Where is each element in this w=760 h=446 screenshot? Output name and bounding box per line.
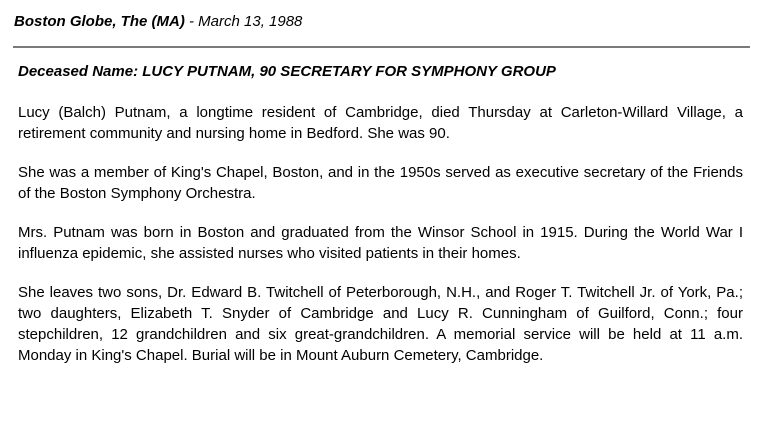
publication-name: Boston Globe, The (MA) bbox=[14, 13, 185, 30]
article-paragraph-3: Mrs. Putnam was born in Boston and graduated from the Winsor School in 1915. During the World War I influenza epidemic, she assisted nurses who visited patients in their homes. bbox=[18, 224, 743, 262]
publication-date: March 13, 1988 bbox=[198, 13, 303, 30]
article-paragraph-1: Lucy (Balch) Putnam, a longtime resident of Cambridge, died Thursday at Carleton-Willard Village, a retirement community and nursing home in Bedford. She was 90. bbox=[18, 104, 743, 142]
header-divider bbox=[13, 46, 750, 48]
article-source-line bbox=[14, 13, 302, 30]
deceased-headline: Deceased Name: LUCY PUTNAM, 90 SECRETARY FOR SYMPHONY GROUP bbox=[18, 63, 556, 80]
source-separator: - bbox=[184, 13, 199, 30]
article-paragraph-4: She leaves two sons, Dr. Edward B. Twitchell of Peterborough, N.H., and Roger T. Twitchell Jr. of York, Pa.; two daughters, Elizabeth T. Snyder of Cambridge and Lucy R. Cunningham of Guilford, Conn.; four stepchildren, 12 grandchildren and six great-grandchildren. A memorial service will be held at 11 a.m. Monday in King's Chapel. Burial will be in Mount Auburn Cemetery, Cambridge. bbox=[18, 284, 743, 364]
article-paragraph-2: She was a member of King's Chapel, Boston, and in the 1950s served as executive secretary of the Friends of the Boston Symphony Orchestra. bbox=[18, 164, 743, 202]
article-body bbox=[18, 102, 743, 384]
